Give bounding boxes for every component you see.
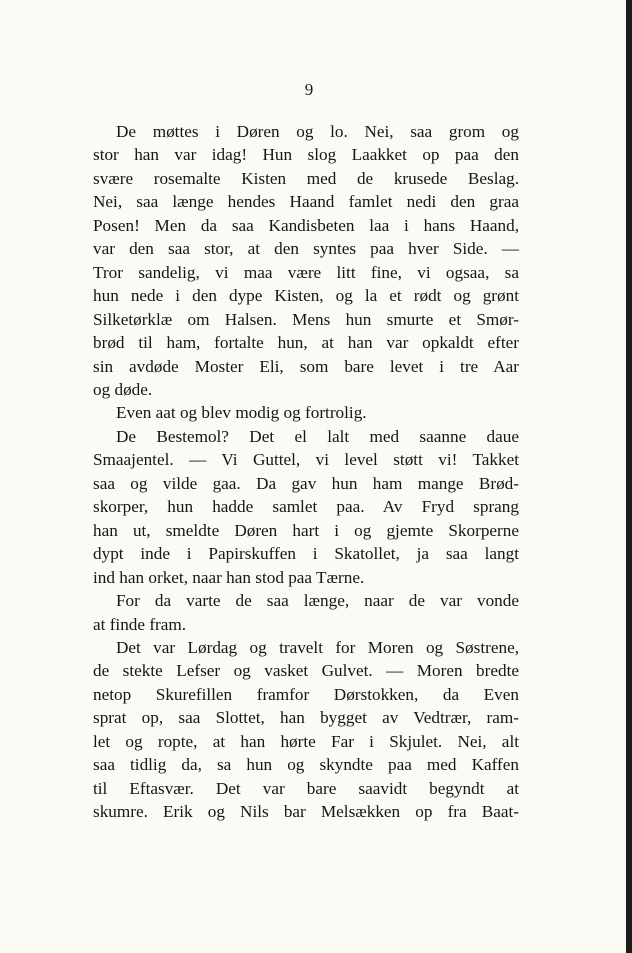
text-line: Even aat og blev modig og fortrolig. [116,403,367,423]
text-line: Det var Lørdag og travelt for Moren og Søstrene, [116,637,519,657]
text-line: dypt inde i Papirskuffen i Skatollet, ja saa langt [93,544,519,564]
text-line: og døde. [93,379,153,399]
body-text [93,120,519,824]
text-line: De Bestemol? Det el lalt med saanne daue [116,426,519,446]
text-line: til Eftasvær. Det var bare saavidt begyndt at [93,778,519,798]
text-line: sin avdøde Moster Eli, som bare levet i tre Aar [93,356,519,376]
text-line: var den saa stor, at den syntes paa hver Side. — [93,239,519,259]
text-line: De møttes i Døren og lo. Nei, saa grom og [116,122,519,141]
text-line: at finde fram. [93,614,187,634]
text-line: skumre. Erik og Nils bar Melsækken op fra Baat- [93,802,519,822]
text-line: de stekte Lefser og vasket Gulvet. — Moren bredte [93,661,519,681]
text-line: ind han orket, naar han stod paa Tærne. [93,567,365,587]
text-line: Smaajentel. — Vi Guttel, vi level støtt vi! Takket [93,450,519,470]
text-line: hun nede i den dype Kisten, og la et rødt og grønt [93,286,519,306]
text-line: saa tidlig da, sa hun og skyndte paa med Kaffen [93,755,519,775]
text-line: svære rosemalte Kisten med de krusede Beslag. [93,168,519,188]
text-line: Nei, saa længe hendes Haand famlet nedi den graa [93,192,519,212]
text-line: let og ropte, at han hørte Far i Skjulet. Nei, alt [93,731,519,751]
text-line: sprat op, saa Slottet, han bygget av Vedtrær, ram- [93,708,519,728]
text-line: Posen! Men da saa Kandisbeten laa i hans Haand, [93,215,519,235]
text-line: stor han var idag! Hun slog Laakket op paa den [93,145,519,165]
page-number: 9 [304,80,314,99]
text-line: saa og vilde gaa. Da gav hun ham mange Brød- [93,473,519,493]
text-line: skorper, hun hadde samlet paa. Av Fryd sprang [93,497,519,517]
text-line: brød til ham, fortalte hun, at han var opkaldt efter [93,333,519,353]
text-line: netop Skurefillen framfor Dørstokken, da Even [93,684,519,704]
text-line: For da varte de saa længe, naar de var vonde [116,591,519,611]
text-line: han ut, smeldte Døren hart i og gjemte Skorperne [93,520,519,540]
text-line: Silketørklæ om Halsen. Mens hun smurte et Smør- [93,309,519,329]
text-line: Tror sandelig, vi maa være litt fine, vi ogsaa, sa [93,262,519,282]
